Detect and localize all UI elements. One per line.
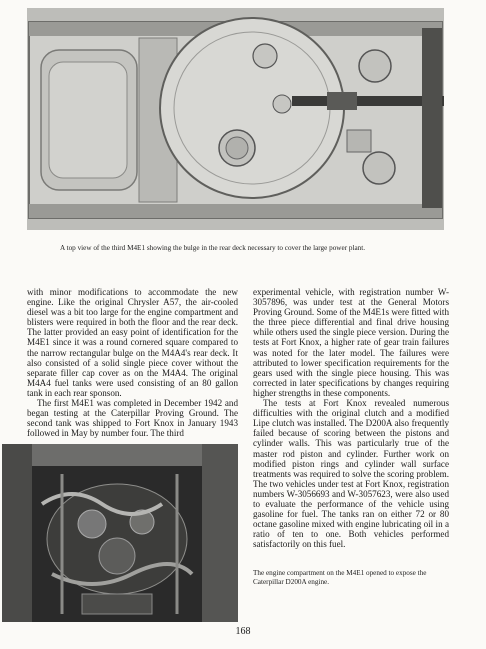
tank-top-view-illustration <box>27 8 444 230</box>
engine-compartment-illustration <box>2 444 238 622</box>
tank-top-view-photo <box>27 8 444 230</box>
right-paragraph-1: experimental vehicle, with registration number W-3057896, was under test at the General Motors Proving Ground. Some of the M4E1s were fitted with the three piece differential and final drive housing while others used the single piece version. During the tests at Fort Knox, a higher rate of gear train failures was noted for the later model. The failures were attributed to lower specification requirements for the gears used with the single piece housing. This was corrected in later specifications by changes requiring higher strengths in these components. <box>253 287 449 398</box>
text-column-left <box>27 287 238 438</box>
left-paragraph-2: The first M4E1 was completed in December 1942 and began testing at the Caterpillar Proving Ground. The second tank was shipped to Fort Knox in January 1943 followed in May by number four. The third <box>27 398 238 439</box>
top-photo-caption: A top view of the third M4E1 showing the bulge in the rear deck necessary to cover the large power plant. <box>60 244 366 252</box>
engine-photo-caption: The engine compartment on the M4E1 opened to expose the Caterpillar D200A engine. <box>253 569 427 586</box>
right-paragraph-2: The tests at Fort Knox revealed numerous difficulties with the original clutch and a modified Lipe clutch was installed. The D200A also frequently failed because of scoring between the pistons and cylinder walls. This was particularly true of the master rod piston and cylinder. Further work on modified piston rings and cylinder wall surface treatments was required to solve the scoring problem. The two vehicles under test at Fort Knox, registration numbers W-3056693 and W-3057623, were also used to evaluate the performance of the vehicle using gasoline for fuel. The tanks ran on either 72 or 80 octane gasoline mixed with engine lubricating oil in a ratio of ten to one. Both vehicles performed satisfactorily on this fuel. <box>253 398 449 550</box>
left-paragraph-1: with minor modifications to accommodate the new engine. Like the original Chrysler A57, the air-cooled diesel was a bit too large for the engine compartment and blisters were required in both the floor and the rear deck. The latter provided an easy point of identification for the M4E1 since it was a round cornered square compared to the narrow rectangular bulge on the M4A4's rear deck. It also consisted of a solid single piece cover without the separate filler cap cover as on the M4A4. The original M4A4 fuel tanks were used consisting of an 80 gallon tank in each rear sponson. <box>27 287 238 398</box>
engine-compartment-photo <box>2 444 238 622</box>
text-column-right <box>253 287 449 549</box>
page-number: 168 <box>235 626 251 637</box>
